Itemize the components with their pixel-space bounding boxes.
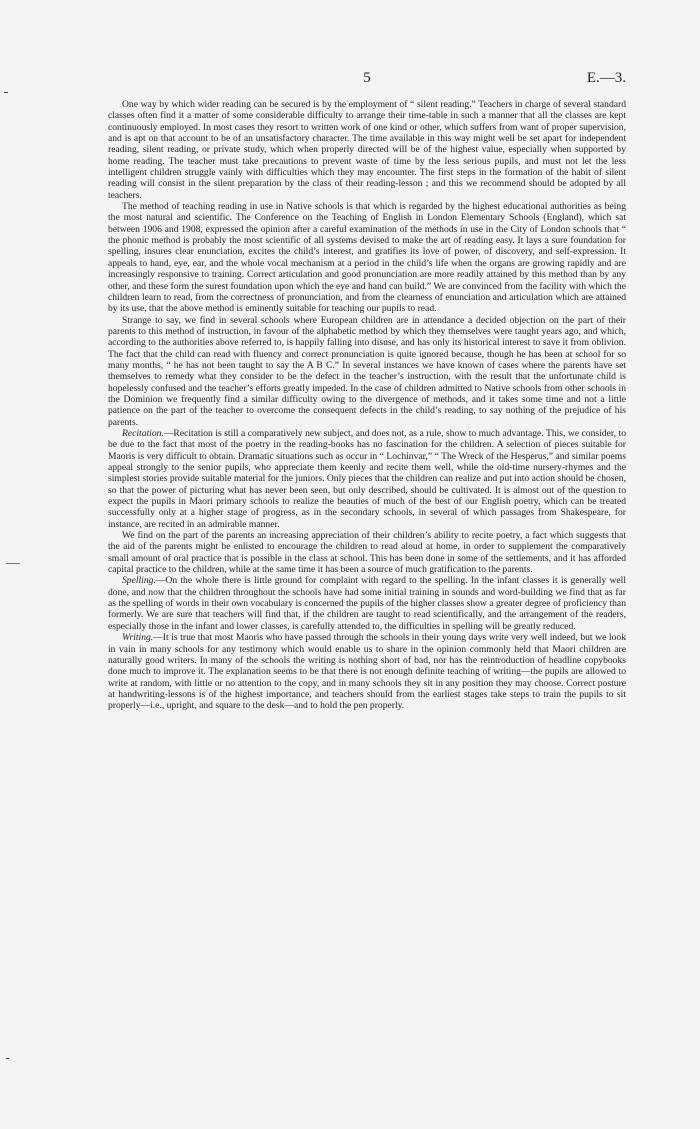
section-heading-spelling: Spelling.	[122, 575, 156, 587]
paragraph-text: Strange to say, we find in several schools where European children are in attendance a decided objection on the part of their parents to this method of instruction, in favour of the alphabetic method by which they themselves were taught years ago, and which, according to the authorities above referred to, is happily falling into disuse, and has only its historical interest to save it from oblivion. The fact that the child can read with fluency and correct pronunciation is quite ignored because, though he has been at school for so many months, “ he has not been taught to say the A B C.” In several instances we have known of cases where the parents have set themselves to remedy what they consider to be the defect in the teacher’s instruction, with the result that the unfortunate child is hopelessly confused and the teacher’s efforts greatly impeded. In the case of children admitted to Native schools from other schools in the Dominion we frequently find a similar difficulty owing to the divergence of methods, and it takes some time and not a little patience on the part of the teacher to overcome the consequent defects in the child’s reading, to say nothing of the prejudice of his parents.	[108, 314, 626, 428]
paragraph-text: —It is true that most Maoris who have passed through the schools in their young days write very well indeed, but we look in vain in many schools for any testimony which would enable us to share in the opinion commonly held that Maori children are naturally good writers. In many of the schools the writing is nothing short of bad, nor has the reintroduction of headline copybooks done much to improve it. The explanation seems to be that there is not enough definite teaching of writing—the pupils are allowed to write at random, with little or no attention to the copy, and in many schools they sit in any position they may choose. Correct posture at handwriting-lessons is of the highest importance, and teachers should from the earliest stages take steps to train the pupils to sit properly—i.e., upright, and square to the desk—and to hold the pen properly.	[108, 632, 626, 712]
paragraph-phonic-method	[108, 201, 626, 314]
paragraph-alphabetic-method	[108, 315, 626, 428]
margin-mark-middle	[6, 563, 20, 564]
paragraph-text: One way by which wider reading can be secured is by the employment of “ silent reading.” Teachers in charge of several standard classes often find it a matter of some considerable difficulty to arrange their time-table in such a manner that all the classes are kept continuously employed. In most cases they resort to written work of one kind or other, which suffers from want of proper supervision, and is apt on that account to be of an unsatisfactory character. The time available in this way might well be set apart for independent reading, silent reading, or private study, which when properly directed will be of the highest value, especially when supported by home reading. The teacher must take precautions to prevent waste of time by the less serious pupils, and must not let the less intelligent children struggle vainly with difficulties which they may encounter. The first steps in the formation of the habit of silent reading will consist in the silent preparation by the class of their reading-lesson ; and this we recommend should be adopted by all teachers.	[108, 99, 626, 201]
paragraph-recitation	[108, 428, 626, 530]
paragraph-parents-recitation	[108, 530, 626, 575]
page-header	[108, 70, 626, 90]
page-number: 5	[363, 70, 371, 86]
body-text	[108, 99, 626, 712]
margin-mark-top	[4, 92, 8, 93]
paragraph-text: —Recitation is still a comparatively new subject, and does not, as a rule, show to much advantage. This, we consider, to be due to the fact that most of the poetry in the reading-books has no fascination for the children. A selection of pieces suitable for Maoris is very difficult to obtain. Dramatic situations such as occur in “ Lochinvar,” “ The Wreck of the Hesperus,” and similar poems appeal strongly to the senior pupils, who appreciate them keenly and recite them well, while the old-time nursery-rhymes and the simplest stories provide suitable material for the juniors. Only pieces that the children can realize and put into action should be chosen, so that the power of picturing what has never been seen, but only described, should be cultivated. It is almost out of the question to expect the pupils in Maori primary schools to realize the beauties of much of the best of our English poetry, which can be treated successfully only at a higher stage of progress, as in the secondary schools, in several of which passages from Shakespeare, for instance, are recited in an admirable manner.	[108, 427, 626, 530]
paragraph-text: We find on the part of the parents an increasing appreciation of their children’s ability to recite poetry, a fact which suggests that the aid of the parents might be enlisted to encourage the children to read aloud at home, in order to supplement the comparatively small amount of oral practice that is possible in the class at school. This has been done in some of the settlements, and it has afforded capital practice to the children, while at the same time it has been a source of much gratification to the parents.	[108, 530, 626, 576]
paragraph-spelling	[108, 575, 626, 632]
paragraph-text: —On the whole there is little ground for complaint with regard to the spelling. In the infant classes it is generally well done, and now that the children throughout the schools have had some initial training in sounds and word-building we find that as far as the spelling of words in their own vocabulary is concerned the pupils of the higher classes show a greater degree of proficiency than formerly. We are sure that teachers will find that, if the children are taught to read scientifically, and the arrangement of the readers, especially those in the infant and lower classes, is carefully attended to, the difficulties in spelling will be greatly reduced.	[108, 575, 626, 632]
section-heading-writing: Writing.	[122, 632, 154, 644]
paragraph-text: The method of teaching reading in use in Native schools is that which is regarded by the highest educational authorities as being the most natural and scientific. The Conference on the Teaching of English in London Elementary Schools (England), which sat between 1906 and 1908, expressed the opinion after a careful examination of the methods in use in the City of London schools that “ the phonic method is probably the most scientific of all systems devised to make the art of reading easy. It lays a sure foundation for spelling, insures clear enunciation, excites the child’s interest, and gratifies its love of power, of discovery, and self-expression. It appeals to hand, eye, ear, and the whole vocal mechanism at a period in the child’s life when the organs are growing rapidly and are increasingly responsive to training. Correct articulation and good pronunciation are more readily attained by this method than by any other, and these form the surest foundation upon which the eye and hand can build.” We are convinced from the facility with which the children learn to read, from the correctness of pronunciation, and from the clearness of enunciation and articulation which are attained by its use, that the above method is eminently suitable for teaching our pupils to read.	[108, 201, 626, 315]
section-heading-recitation: Recitation.	[122, 427, 164, 439]
paragraph-writing	[108, 632, 626, 711]
margin-mark-bottom	[6, 1058, 9, 1059]
paragraph-silent-reading	[108, 99, 626, 201]
document-reference: E.—3.	[586, 70, 626, 86]
